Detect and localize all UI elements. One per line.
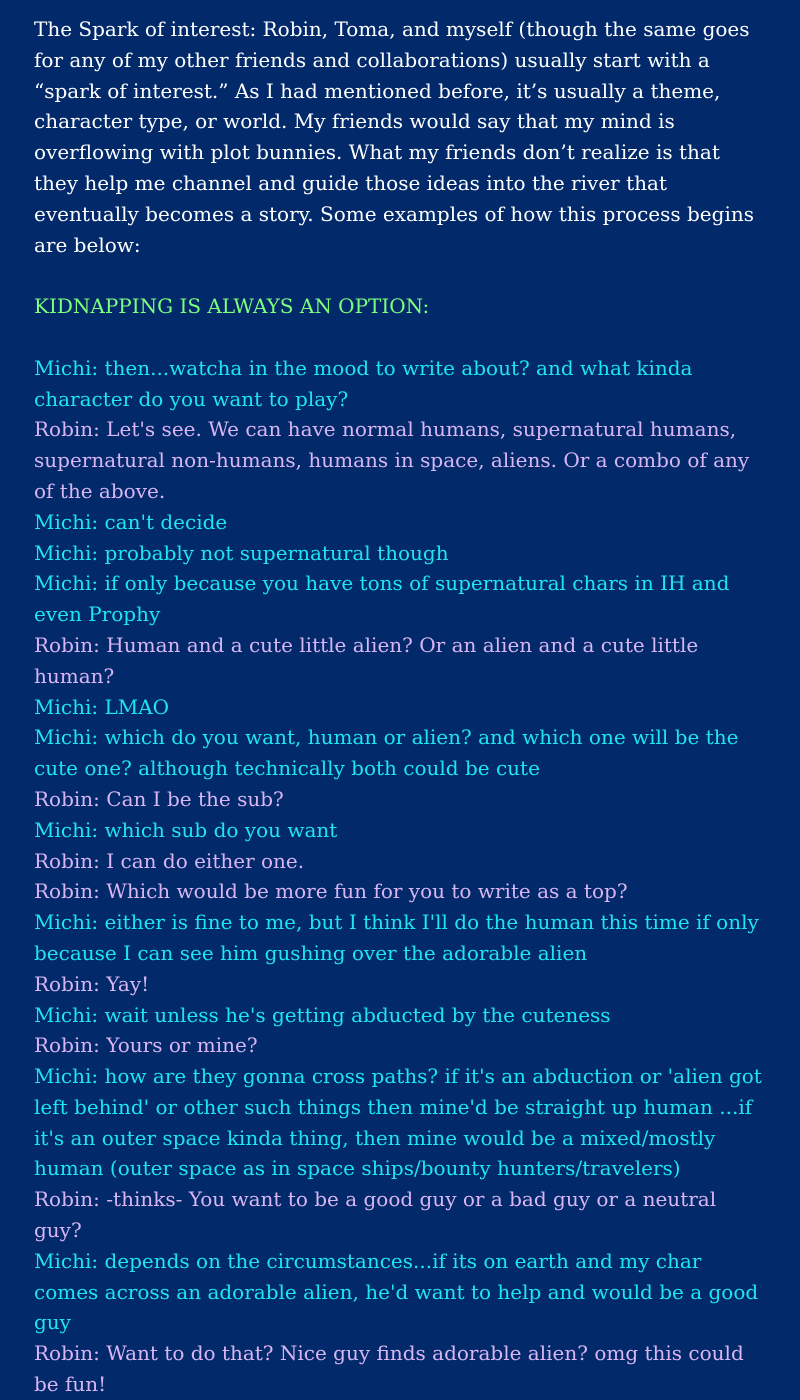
chat-message: Robin: Yay! bbox=[34, 971, 150, 996]
section-heading: KIDNAPPING IS ALWAYS AN OPTION: bbox=[34, 294, 430, 319]
chat-message: Michi: can't decide bbox=[34, 509, 228, 534]
chat-message: Michi: LMAO bbox=[34, 694, 170, 719]
chat-message: Michi: probably not supernatural though bbox=[34, 540, 449, 565]
chat-message: Michi: either is fine to me, but I think I'll do the human this time if only because I can see him gushing over the adorable alien bbox=[34, 910, 759, 965]
chat-message: Robin: Yours or mine? bbox=[34, 1033, 258, 1058]
chat-message: Robin: Which would be more fun for you to write as a top? bbox=[34, 879, 628, 904]
chat-message: Michi: depends on the circumstances...if its on earth and my char comes across an adorable alien, he'd want to help and would be a good guy bbox=[34, 1248, 759, 1335]
chat-message: Robin: -thinks- You want to be a good guy or a bad guy or a neutral guy? bbox=[34, 1187, 717, 1243]
chat-message: Michi: wait unless he's getting abducted by the cuteness bbox=[34, 1002, 611, 1027]
chat-log bbox=[34, 353, 770, 1400]
chat-message: Robin: Let's see. We can have normal humans, supernatural humans, supernatural non-humans, humans in space, aliens. Or a combo of any of the above. bbox=[34, 417, 750, 503]
chat-message: Robin: Can I be the sub? bbox=[34, 786, 284, 811]
chat-message: Robin: Want to do that? Nice guy finds adorable alien? omg this could be fun! bbox=[34, 1341, 744, 1397]
chat-message: Robin: Human and a cute little alien? Or an alien and a cute little human? bbox=[34, 632, 699, 688]
chat-message: Robin: I can do either one. bbox=[34, 848, 305, 873]
chat-message: Michi: which sub do you want bbox=[34, 817, 338, 842]
chat-message: Michi: how are they gonna cross paths? if it's an abduction or 'alien got left behind' or other such things then mine'd be straight up human ...if it's an outer space kinda thing, then mine would be a mixed/mostly human (outer space as in space ships/bounty hunters/travelers) bbox=[34, 1064, 762, 1181]
chat-message: Michi: then...watcha in the mood to write about? and what kinda character do you want to play? bbox=[34, 355, 693, 411]
chat-message: Michi: which do you want, human or alien? and which one will be the cute one? although technically both could be cute bbox=[34, 725, 739, 781]
intro-paragraph: The Spark of interest: Robin, Toma, and myself (though the same goes for any of my other friends and collaborations) usually start with a “spark of interest.” As I had mentioned before, it’s usually a theme, character type, or world. My friends would say that my mind is overflowing with plot bunnies. What my friends don’t realize is that they help me channel and guide those ideas into the river that eventually becomes a story. Some examples of how this process begins are below: bbox=[34, 17, 754, 257]
chat-message: Michi: if only because you have tons of supernatural chars in IH and even Prophy bbox=[34, 571, 730, 627]
